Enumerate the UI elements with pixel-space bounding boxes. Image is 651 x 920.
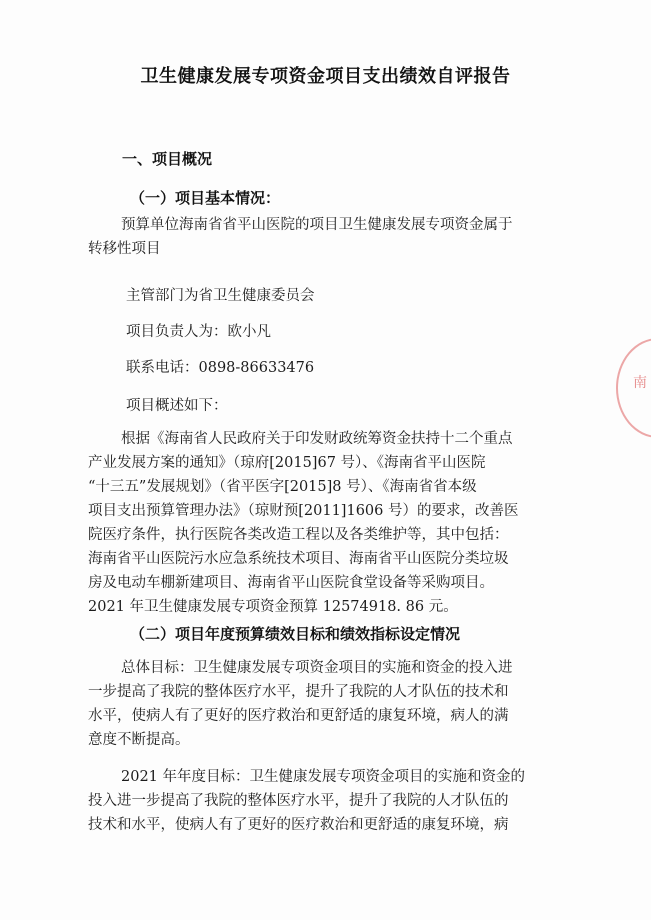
text-line: 2021 年卫生健康发展专项资金预算 12574918. 86 元。 — [88, 599, 458, 615]
text-line: “十三五”发展规划》（省平医字[2015]8 号）、《海南省省本级 — [88, 479, 477, 495]
text-line: 技术和水平，使病人有了更好的医疗救治和更舒适的康复环境，病 — [88, 817, 509, 833]
text-department: 主管部门为省卫生健康委员会 — [126, 288, 315, 304]
text-line: 转移性项目 — [88, 241, 161, 257]
text-line: 投入进一步提高了我院的整体医疗水平，提升了我院的人才队伍的 — [88, 793, 509, 809]
text-line: 意度不断提高。 — [88, 732, 190, 748]
text-line: 总体目标：卫生健康发展专项资金项目的实施和资金的投入进 — [121, 660, 513, 676]
text-line: 产业发展方案的通知》（琼府[2015]67 号）、《海南省平山医院 — [88, 455, 486, 471]
text-line: 预算单位海南省省平山医院的项目卫生健康发展专项资金属于 — [121, 217, 513, 233]
paragraph-annual-target — [88, 765, 558, 837]
text-phone: 联系电话：0898-86633476 — [126, 360, 315, 376]
subsection-heading-targets: （二）项目年度预算绩效目标和绩效指标设定情况 — [130, 625, 461, 643]
paragraph-overall-target — [88, 656, 558, 752]
text-line: 院医疗条件，执行医院各类改造工程以及各类维护等，其中包括： — [88, 527, 509, 543]
text-line: 房及电动车棚新建项目、海南省平山医院食堂设备等采购项目。 — [88, 575, 494, 591]
text-line: 海南省平山医院污水应急系统技术项目、海南省平山医院分类垃圾 — [88, 551, 509, 567]
text-overview-label: 项目概述如下： — [126, 398, 228, 414]
paragraph-basis — [88, 427, 558, 619]
text-line: 水平，使病人有了更好的医疗救治和更舒适的康复环境，病人的满 — [88, 708, 509, 724]
official-seal-glyph: 南 — [633, 375, 647, 391]
section-heading-overview: 一、项目概况 — [122, 150, 213, 168]
text-project-owner: 项目负责人为：欧小凡 — [126, 324, 271, 340]
text-line: 一步提高了我院的整体医疗水平，提升了我院的人才队伍的技术和 — [88, 684, 509, 700]
text-line: 项目支出预算管理办法》（琼财预[2011]1606 号）的要求，改善医 — [88, 503, 519, 519]
paragraph-intro — [88, 213, 558, 261]
page-title: 卫生健康发展专项资金项目支出绩效自评报告 — [140, 66, 511, 87]
subsection-heading-basic-info: （一）项目基本情况： — [130, 189, 281, 207]
text-line: 2021 年年度目标：卫生健康发展专项资金项目的实施和资金的 — [121, 769, 526, 785]
text-line: 根据《海南省人民政府关于印发财政统筹资金扶持十二个重点 — [121, 431, 513, 447]
